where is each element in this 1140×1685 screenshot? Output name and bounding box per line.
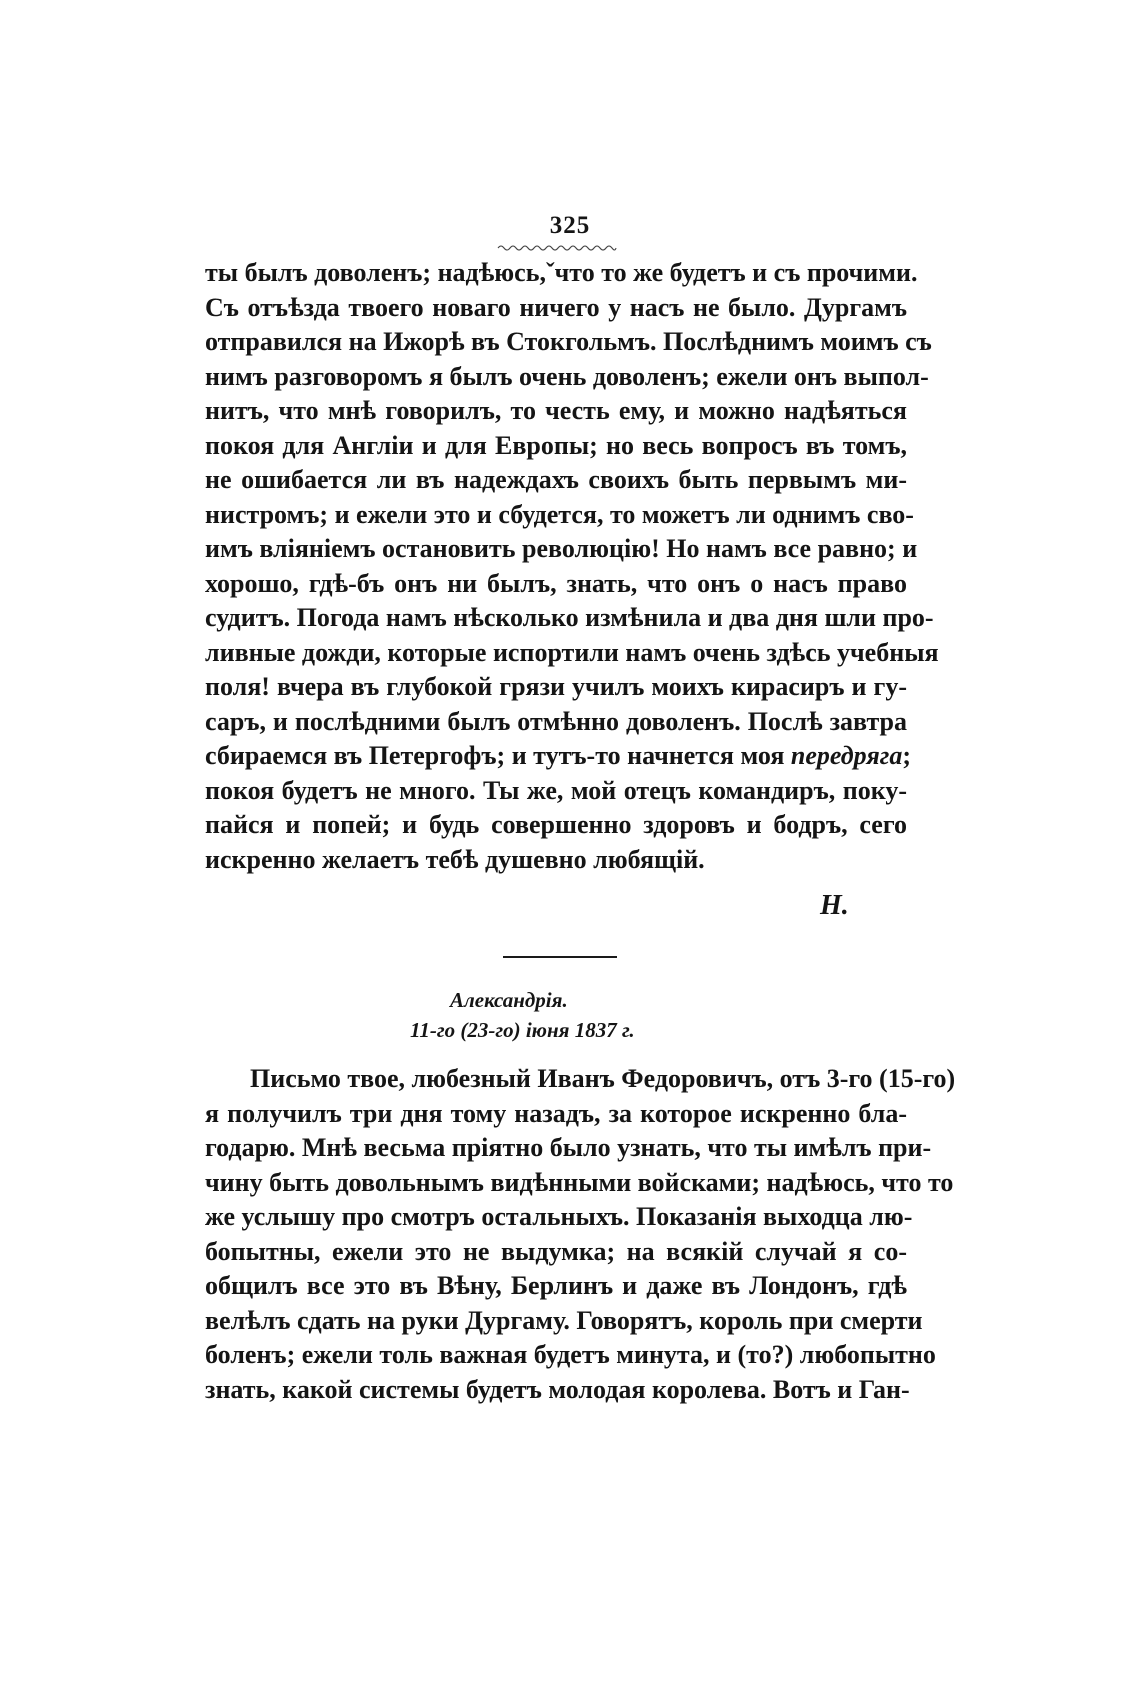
text-line: я получилъ три дня тому назадъ, за которое искренно бла- [205, 1098, 907, 1128]
text-line: поля! вчера въ глубокой грязи училъ моихъ кирасиръ и гу- [205, 672, 907, 701]
page-number: 325 [549, 212, 591, 239]
text-line: пайся и попей; и будь совершенно здоровъ и бодръ, сего [205, 810, 907, 839]
text-line: хорошо, гдѣ-бъ онъ ни былъ, знать, что онъ о насъ право [205, 568, 907, 598]
text-line: бопытны, ежели это не выдумка; на всякій случай я со- [205, 1236, 907, 1266]
text-line: не ошибается ли въ надеждахъ своихъ быть первымъ ми- [205, 465, 907, 494]
text-line: нимъ разговоромъ я былъ очень доволенъ; ежели онъ выпол- [205, 361, 929, 391]
text-line: судитъ. Погода намъ нѣсколько измѣнила и два дня шли про- [205, 603, 934, 632]
text-line: годарю. Мнѣ весьма пріятно было узнать, что ты имѣлъ при- [205, 1133, 932, 1162]
text-line: нитъ, что мнѣ говорилъ, то честь ему, и можно надѣяться [205, 396, 907, 425]
text-line: ливные дожди, которые испортили намъ очень здѣсь учебныя [205, 637, 939, 667]
text-line: отправился на Ижорѣ въ Стокгольмъ. Послѣднимъ моимъ съ [205, 327, 932, 356]
text-line: сбираемся въ Петергофъ; и тутъ-то начнется моя передряга; [205, 741, 912, 770]
text-line: же услышу про смотръ остальныхъ. Показанія выходца лю- [205, 1202, 913, 1231]
letter-2-text [205, 1062, 956, 1407]
text-line: знать, какой системы будетъ молодая королева. Вотъ и Ган- [205, 1374, 910, 1404]
text-line: саръ, и послѣдними былъ отмѣнно доволенъ. Послѣ завтра [205, 706, 907, 736]
text-line: имъ вліяніемъ остановить революцію! Но намъ все равно; и [205, 534, 918, 563]
dateline-place: Александрія. [450, 988, 568, 1012]
text-line: боленъ; ежели толь важная будетъ минута, и (то?) любопытно [205, 1340, 936, 1369]
text-line: Съ отъѣзда твоего новаго ничего у насъ не было. Дургамъ [205, 292, 907, 322]
text-line: велѣлъ сдать на руки Дургаму. Говорятъ, король при смерти [205, 1305, 923, 1335]
text-line: чину быть довольнымъ видѣнными войсками; надѣюсь, что то [205, 1167, 954, 1197]
text-line: покоя будетъ не много. Ты же, мой отецъ командиръ, поку- [205, 775, 907, 805]
dateline-date: 11-го (23-го) іюня 1837 г. [410, 1018, 635, 1042]
text-line: ты былъ доволенъ; надѣюсь,ˇчто то же будетъ и съ прочими. [205, 258, 918, 287]
wavy-ornament [498, 244, 616, 252]
text-line: Письмо твое, любезный Иванъ Федоровичъ, отъ 3-го (15-го) [250, 1064, 956, 1093]
letter-1-text [205, 256, 939, 877]
text-line: общилъ все это въ Вѣну, Берлинъ и даже въ Лондонъ, гдѣ [205, 1271, 907, 1300]
signature: Н. [820, 890, 849, 921]
text-line: покоя для Англіи и для Европы; но весь вопросъ въ томъ, [205, 430, 907, 460]
section-divider [503, 956, 617, 958]
emphasized-word: передряга [790, 741, 903, 770]
text-line: нистромъ; и ежели это и сбудется, то можетъ ли однимъ сво- [205, 499, 914, 529]
text-line: искренно желаетъ тебѣ душевно любящій. [205, 844, 705, 874]
